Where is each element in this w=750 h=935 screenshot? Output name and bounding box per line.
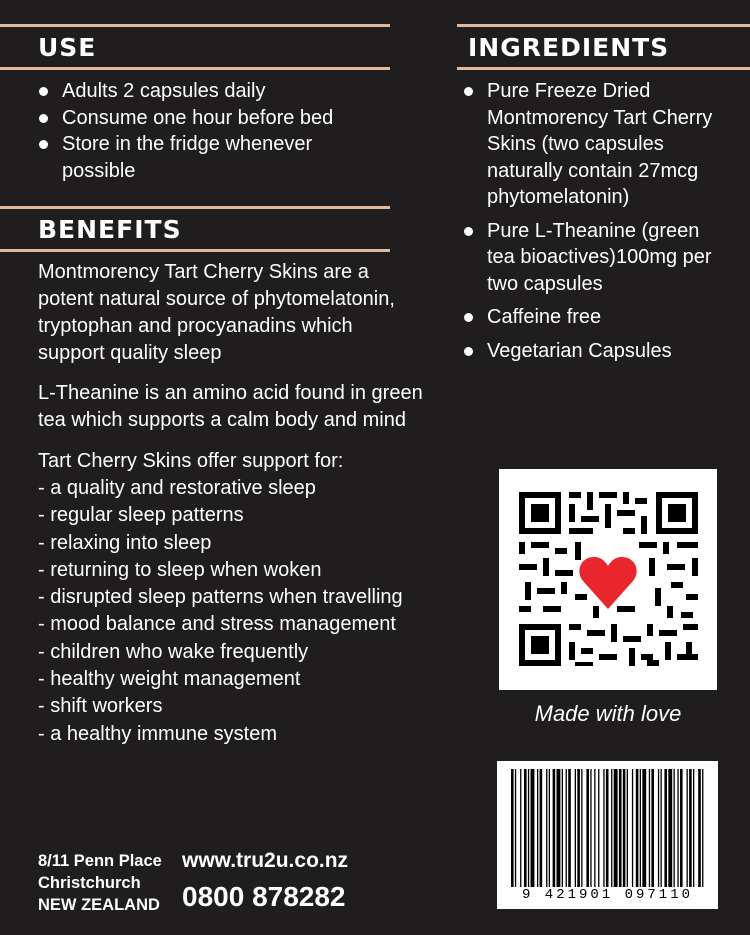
benefits-rule-bottom (0, 249, 390, 252)
address (38, 850, 162, 916)
qr-code-icon (499, 469, 717, 690)
support-item: - children who wake frequently (38, 640, 309, 663)
barcode-number: 9 421901 097110 (521, 887, 694, 903)
qr-tagline: Made with love (534, 701, 682, 726)
benefits-support-list (38, 475, 458, 748)
barcode (497, 761, 718, 909)
website-link[interactable]: www.tru2u.co.nz (182, 849, 349, 872)
support-item: - regular sleep patterns (38, 504, 244, 527)
use-rule-top (0, 24, 390, 27)
qr-code[interactable] (499, 469, 717, 690)
use-heading: USE (38, 33, 97, 62)
support-item: - shift workers (38, 695, 163, 718)
heart-icon (579, 557, 636, 609)
ingredients-rule-top (457, 24, 750, 27)
use-item: Store in the fridge whenever possible (38, 131, 358, 184)
support-item: - healthy weight management (38, 668, 301, 691)
benefits-heading: BENEFITS (38, 215, 182, 244)
address-line: Christchurch (38, 874, 141, 892)
ingredient-item: Vegetarian Capsules (463, 338, 731, 365)
use-item: Consume one hour before bed (38, 105, 358, 132)
benefits-paragraph: L-Theanine is an amino acid found in green tea which supports a calm body and mind (38, 382, 423, 431)
address-line: 8/11 Penn Place (38, 852, 162, 870)
support-item: - a healthy immune system (38, 722, 277, 745)
ingredient-item: Caffeine free (463, 304, 731, 331)
ingredient-item: Pure Freeze Dried Montmorency Tart Cherry Skins (two capsules naturally contain 27mcg phytomelatonin) (463, 78, 731, 211)
ingredient-item: Pure L-Theanine (green tea bioactives)100mg per two capsules (463, 218, 731, 298)
ingredients-heading: INGREDIENTS (468, 33, 670, 62)
use-list (38, 78, 358, 184)
support-item: - returning to sleep when woken (38, 558, 322, 581)
benefits-paragraph: Montmorency Tart Cherry Skins are a potent natural source of phytomelatonin, tryptophan and procyanadins which support quality sleep (38, 261, 395, 364)
use-item: Adults 2 capsules daily (38, 78, 358, 105)
benefits-rule-top (0, 206, 390, 209)
support-item: - a quality and restorative sleep (38, 477, 316, 499)
ingredients-rule-bottom (457, 67, 750, 70)
phone-number[interactable]: 0800 878282 (182, 881, 346, 912)
support-item: - mood balance and stress management (38, 613, 396, 636)
address-line: NEW ZEALAND (38, 896, 160, 914)
ingredients-list (463, 78, 731, 371)
support-item: - relaxing into sleep (38, 531, 212, 554)
benefits-support-intro: Tart Cherry Skins offer support for: (38, 450, 344, 472)
support-item: - disrupted sleep patterns when travelling (38, 586, 403, 609)
use-rule-bottom (0, 67, 390, 70)
